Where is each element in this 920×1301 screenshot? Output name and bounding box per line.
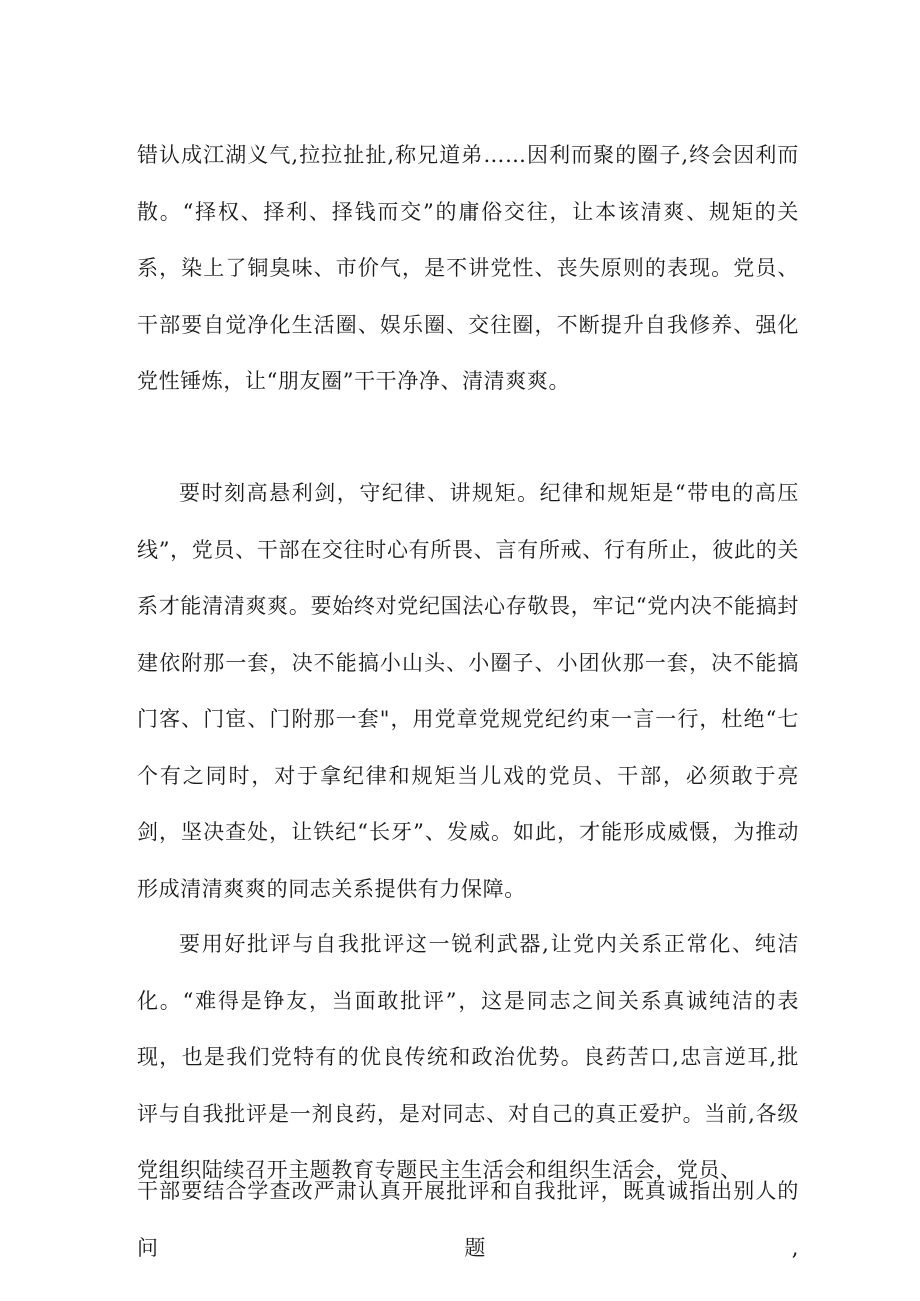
paragraph-1: 错认成江湖义气,拉拉扯扯,称兄道弟……因利而聚的圈子,终会因利而散。“择权、择利、择钱而交”的庸俗交往，让本该清爽、规矩的关系，染上了铜臭味、市价气，是不讲党性、丧失原则的表现。党员、干部要自觉净化生活圈、娱乐圈、交往圈，不断提升自我修养、强化党性锤炼，让“朋友圈”干干净净、清清爽爽。 — [137, 143, 799, 393]
paragraph-4: 干部要结合学查改严肃认真开展批评和自我批评，既真诚指出别人的问题, — [137, 1179, 799, 1260]
paragraph-2: 要时刻高悬利剑，守纪律、讲规矩。纪律和规矩是“带电的高压线”，党员、干部在交往时心有所畏、言有所戒、行有所止，彼此的关系才能清清爽爽。要始终对党纪国法心存敬畏，牢记“党内决不能搞封建依附那一套，决不能搞小山头、小圈子、小团伙那一套，决不能搞门客、门宦、门附那一套"，用党章党规党纪约束一言一行，杜绝“七个有之同时，对于拿纪律和规矩当儿戏的党员、干部，必须敢于亮剑，坚决查处，让铁纪“长牙”、发威。如此，才能形成威慑，为推动形成清清爽爽的同志关系提供有力保障。 — [137, 481, 799, 901]
paragraph-3: 要用好批评与自我批评这一锐利武器,让党内关系正常化、纯洁化。“难得是铮友，当面敢批评”，这是同志之间关系真诚纯洁的表现，也是我们党特有的优良传统和政治优势。良药苦口,忠言逆耳,批评与自我批评是一剂良药，是对同志、对自己的真正爱护。当前,各级党组织陆续召开主题教育专题民主生活会和组织生活会，党员、 — [137, 932, 799, 1182]
